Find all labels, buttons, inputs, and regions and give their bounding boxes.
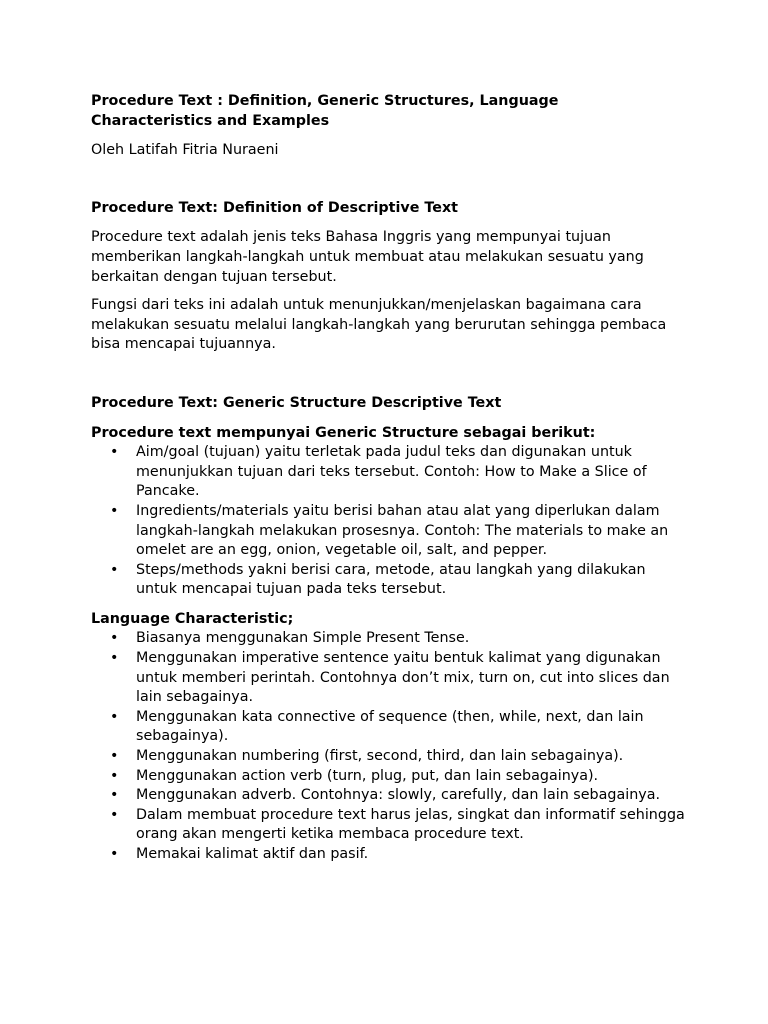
- list-item: [91, 561, 691, 600]
- list-item: [91, 629, 691, 649]
- language-list: [91, 629, 691, 864]
- list-item-text: Memakai kalimat aktif dan pasif.: [136, 846, 369, 862]
- bullet-icon: •: [110, 650, 119, 667]
- list-item: [91, 806, 691, 845]
- bullet-icon: •: [110, 444, 119, 461]
- bullet-icon: •: [110, 561, 119, 578]
- bullet-icon: •: [110, 630, 119, 647]
- bullet-icon: •: [110, 787, 119, 804]
- list-item: [91, 649, 691, 708]
- list-item: [91, 747, 691, 767]
- list-item-text: Ingredients/materials yaitu berisi bahan atau alat yang diperlukan dalam langkah-langkah melakukan prosesnya. Contoh: The materials to make an omelet are an egg, onion, vegetable oil, salt, and pepper.: [136, 502, 669, 559]
- bullet-icon: •: [110, 748, 119, 765]
- list-item-text: Menggunakan adverb. Contohnya: slowly, carefully, dan lain sebagainya.: [136, 787, 661, 804]
- bullet-icon: •: [110, 708, 119, 725]
- list-item-text: Menggunakan kata connective of sequence (then, while, next, dan lain sebagainya).: [136, 708, 644, 745]
- bullet-icon: •: [110, 502, 119, 519]
- bullet-icon: •: [110, 767, 119, 784]
- list-item: [91, 786, 691, 806]
- document-page: [91, 92, 691, 865]
- list-item-text: Steps/methods yakni berisi cara, metode, atau langkah yang dilakukan untuk mencapai tujuan pada teks tersebut.: [136, 561, 646, 598]
- definition-paragraph-1: Procedure text adalah jenis teks Bahasa Inggris yang mempunyai tujuan memberikan langkah-langkah untuk membuat atau melakukan sesuatu yang berkaitan dengan tujuan tersebut.: [91, 229, 644, 285]
- list-item-text: Menggunakan numbering (first, second, third, dan lain sebagainya).: [136, 748, 624, 765]
- list-item: [91, 502, 691, 561]
- bullet-icon: •: [110, 846, 119, 862]
- bullet-icon: •: [110, 806, 119, 823]
- list-item: [91, 767, 691, 787]
- list-item: [91, 845, 691, 865]
- list-item-text: Biasanya menggunakan Simple Present Tense.: [136, 630, 470, 647]
- structure-subheading: Procedure text mempunyai Generic Structure sebagai berikut:: [91, 424, 596, 441]
- author-line: Oleh Latifah Fitria Nuraeni: [91, 142, 279, 159]
- list-item-text: Menggunakan imperative sentence yaitu bentuk kalimat yang digunakan untuk memberi perintah. Contohnya don’t mix, turn on, cut into slices dan lain sebagainya.: [136, 650, 670, 706]
- definition-paragraph-2: Fungsi dari teks ini adalah untuk menunjukkan/menjelaskan bagaimana cara melakukan sesuatu melalui langkah-langkah yang berurutan sehingga pembaca bisa mencapai tujuannya.: [91, 297, 667, 353]
- list-item: [91, 708, 691, 747]
- structure-list: [91, 443, 691, 600]
- list-item-text: Dalam membuat procedure text harus jelas, singkat dan informatif sehingga orang akan mengerti ketika membaca procedure text.: [136, 806, 685, 843]
- document-title: Procedure Text : Definition, Generic Structures, Language Characteristics and Examples: [91, 93, 559, 129]
- structure-heading: Procedure Text: Generic Structure Descriptive Text: [91, 394, 502, 411]
- list-item-text: Menggunakan action verb (turn, plug, put, dan lain sebagainya).: [136, 767, 599, 784]
- language-heading: Language Characteristic;: [91, 610, 294, 627]
- definition-heading: Procedure Text: Definition of Descriptive Text: [91, 199, 458, 216]
- list-item-text: Aim/goal (tujuan) yaitu terletak pada judul teks dan digunakan untuk menunjukkan tujuan dari teks tersebut. Contoh: How to Make a Slice of Pancake.: [136, 444, 647, 500]
- list-item: [91, 443, 691, 502]
